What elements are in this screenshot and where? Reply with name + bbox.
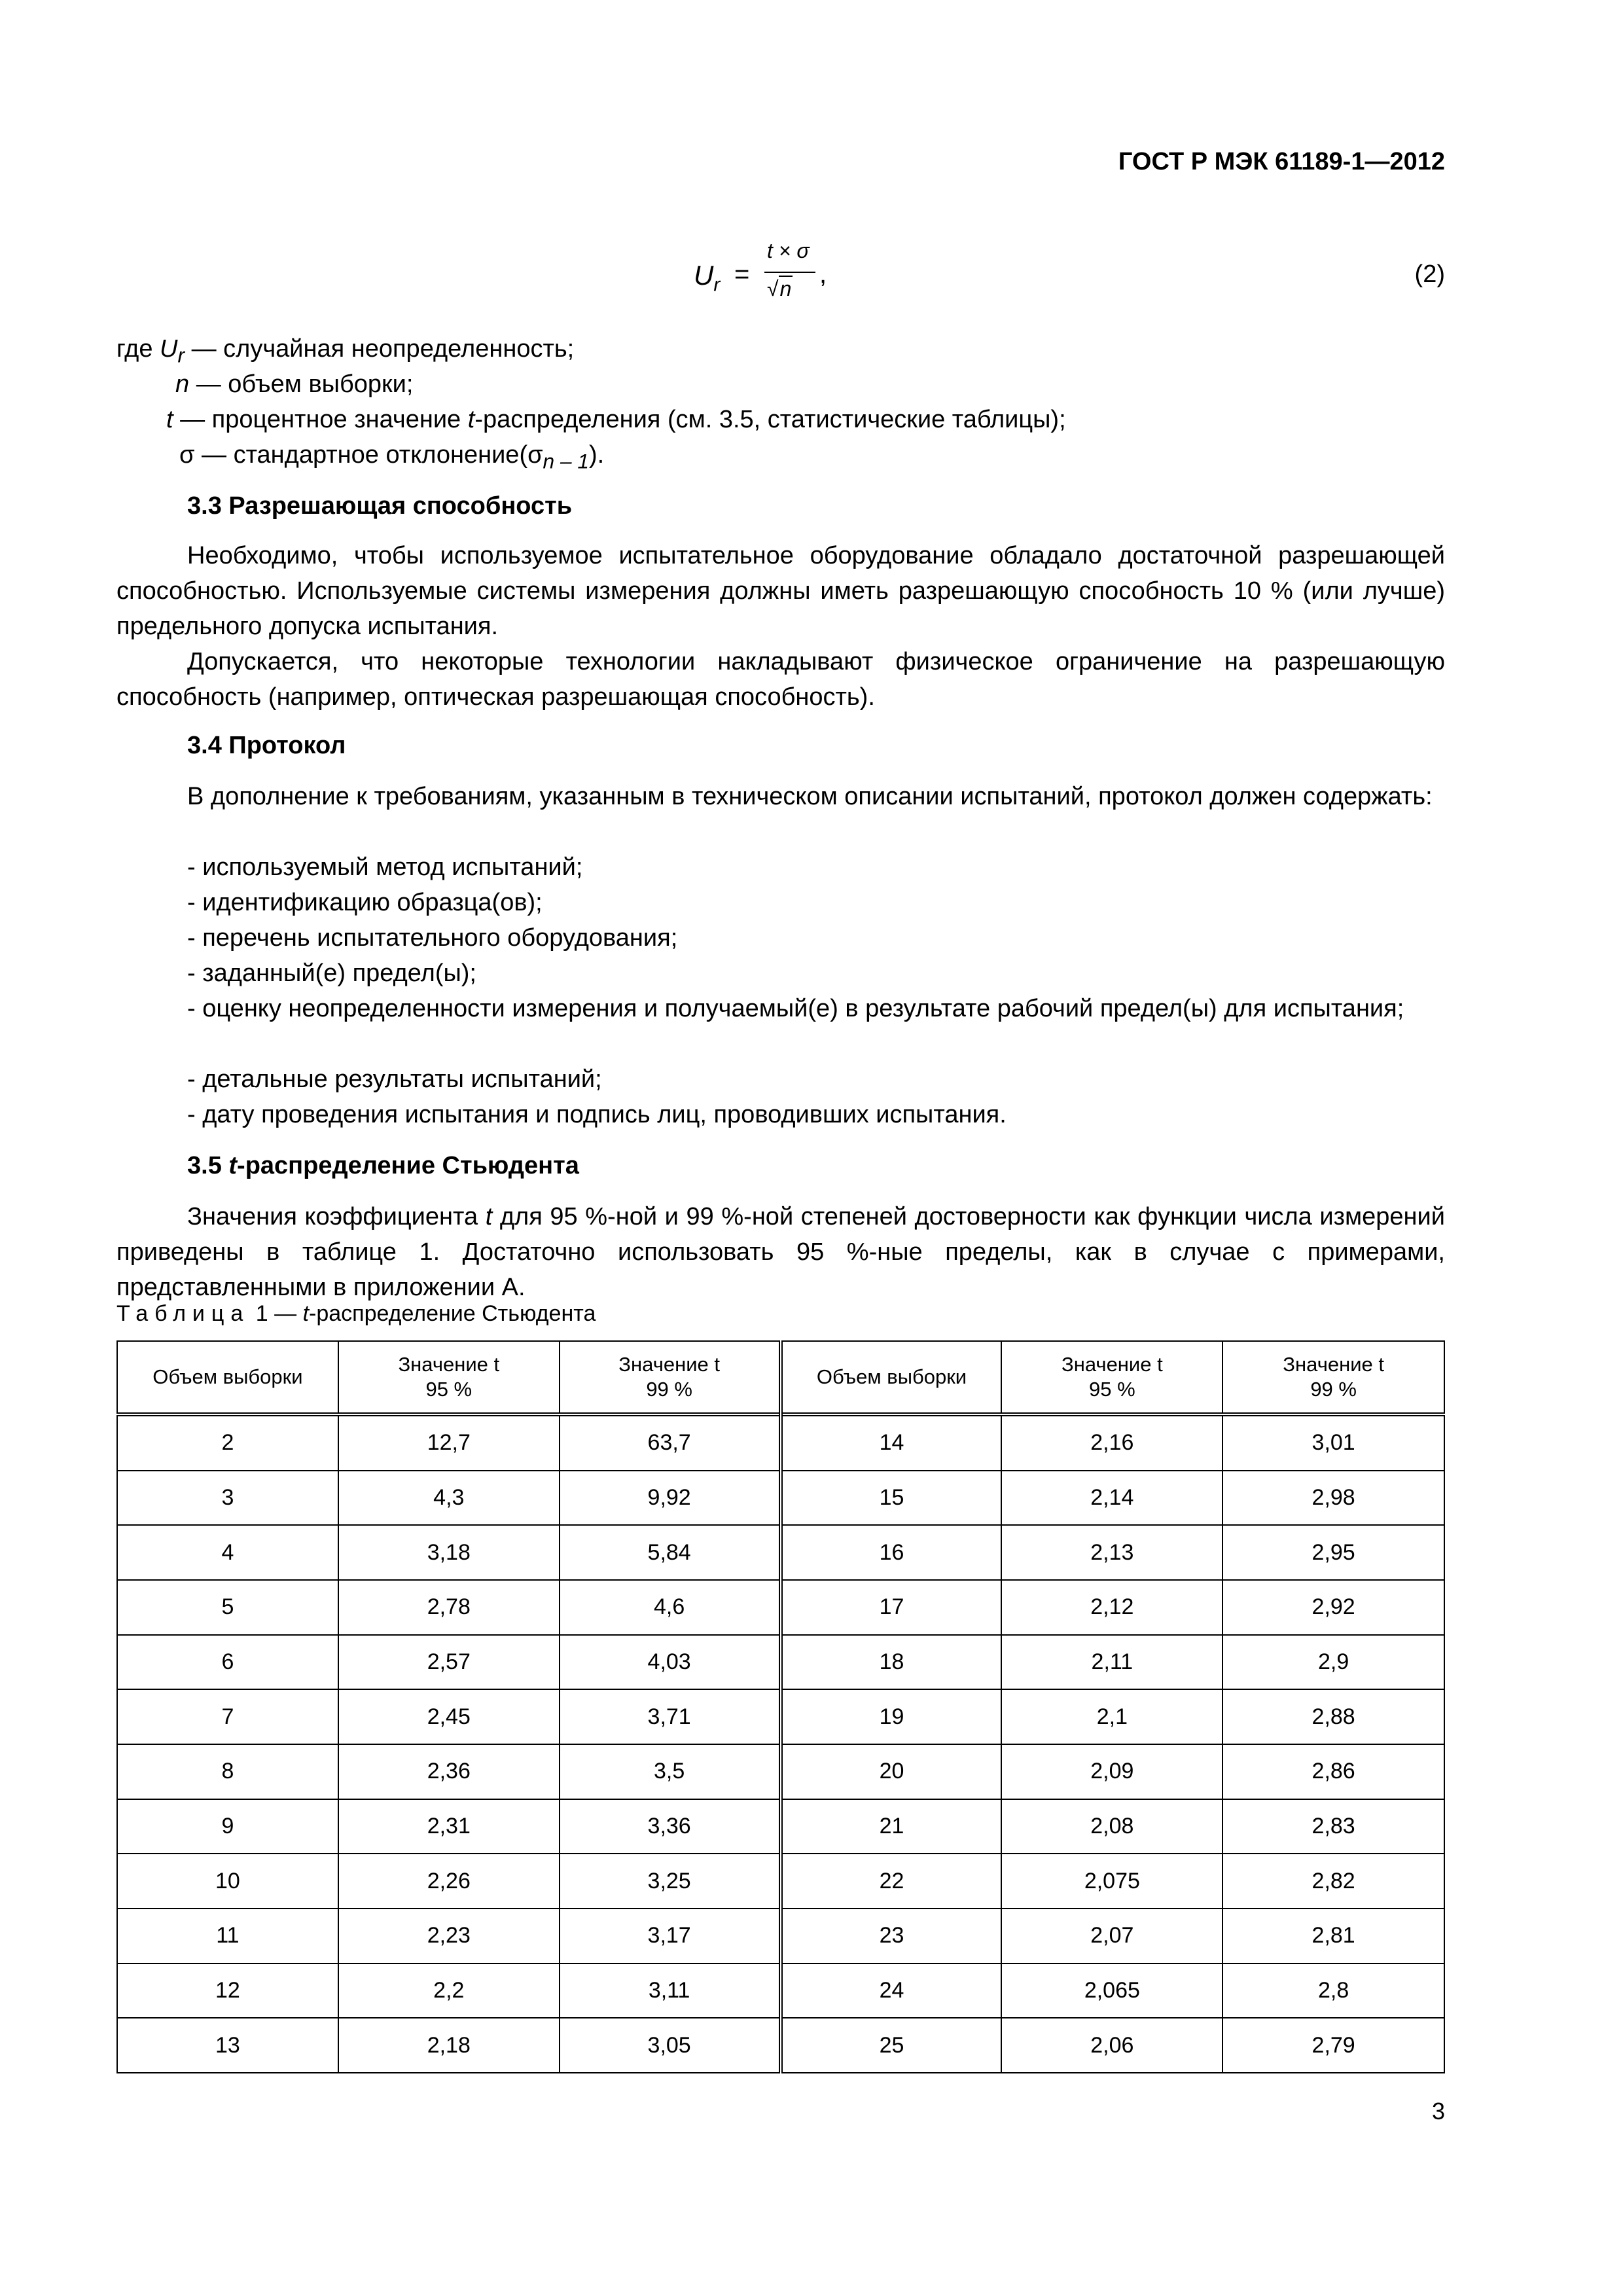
table-row xyxy=(117,1909,1444,1964)
formula-equals: = xyxy=(734,260,750,289)
cell-t95: 2,57 xyxy=(338,1635,560,1690)
cell-t95: 2,1 xyxy=(1001,1689,1222,1744)
section-3-5-paragraph: Значения коэффициента t для 95 %-ной и 99 %-ной степеней достоверности как функции числа измерений приведены в таблице 1. Достаточно использовать 95 %-ные пределы, как в случае с примерами, представленными в приложении А. xyxy=(116,1203,1445,1301)
document-header: ГОСТ Р МЭК 61189-1—2012 xyxy=(1118,148,1445,175)
cell-t95: 2,31 xyxy=(338,1799,560,1854)
cell-sample-size: 22 xyxy=(781,1854,1002,1909)
formula-number: (2) xyxy=(1414,260,1445,288)
cell-sample-size: 14 xyxy=(781,1414,1002,1471)
cell-t99: 2,95 xyxy=(1222,1525,1444,1580)
table-caption: Таблица 1 — t-распределение Стьюдента xyxy=(116,1301,596,1326)
cell-t95: 2,09 xyxy=(1001,1744,1222,1799)
cell-t99: 2,81 xyxy=(1222,1909,1444,1964)
cell-t95: 2,11 xyxy=(1001,1635,1222,1690)
protocol-item: - оценку неопределенности измерения и получаемый(е) в результате рабочий предел(ы) для испытания; xyxy=(187,995,1404,1022)
cell-t99: 2,79 xyxy=(1222,2018,1444,2073)
table-row xyxy=(117,2018,1444,2073)
formula-denominator: √n xyxy=(767,277,792,300)
table-row xyxy=(117,1580,1444,1635)
cell-sample-size: 21 xyxy=(781,1799,1002,1854)
protocol-item: - идентификацию образца(ов); xyxy=(187,889,543,916)
cell-sample-size: 2 xyxy=(117,1414,338,1471)
cell-sample-size: 7 xyxy=(117,1689,338,1744)
header-sample-size: Объем выборки xyxy=(781,1341,1002,1414)
header-t99: Значение t 99 % xyxy=(560,1341,781,1414)
cell-sample-size: 19 xyxy=(781,1689,1002,1744)
cell-t95: 2,065 xyxy=(1001,1964,1222,2018)
cell-sample-size: 10 xyxy=(117,1854,338,1909)
section-3-4-title: 3.4 Протокол xyxy=(187,732,346,759)
cell-t95: 2,08 xyxy=(1001,1799,1222,1854)
protocol-item: - заданный(е) предел(ы); xyxy=(187,960,476,987)
formula: $U_r$ = t × σ √n , xyxy=(694,239,827,300)
table-row xyxy=(117,1964,1444,2018)
cell-sample-size: 9 xyxy=(117,1799,338,1854)
cell-t99: 3,36 xyxy=(560,1799,781,1854)
section-3-3-paragraph-2: Допускается, что некоторые технологии накладывают физическое ограничение на разрешающую способность (например, оптическая разрешающая способность). xyxy=(116,648,1445,711)
cell-t95: 2,16 xyxy=(1001,1414,1222,1471)
cell-sample-size: 16 xyxy=(781,1525,1002,1580)
cell-t99: 3,17 xyxy=(560,1909,781,1964)
cell-t95: 2,36 xyxy=(338,1744,560,1799)
cell-t99: 63,7 xyxy=(560,1414,781,1471)
cell-t99: 2,86 xyxy=(1222,1744,1444,1799)
cell-t95: 3,18 xyxy=(338,1525,560,1580)
table-row xyxy=(117,1525,1444,1580)
where-line-ur: где $U_r$ — случайная неопределенность; xyxy=(116,335,575,367)
cell-sample-size: 8 xyxy=(117,1744,338,1799)
section-3-5-title: 3.5 t-распределение Стьюдента xyxy=(187,1152,579,1179)
student-t-table xyxy=(116,1340,1445,2073)
cell-t99: 3,05 xyxy=(560,2018,781,2073)
cell-t95: 2,14 xyxy=(1001,1471,1222,1526)
cell-t95: 2,07 xyxy=(1001,1909,1222,1964)
page-number: 3 xyxy=(1431,2098,1445,2125)
cell-t95: 2,075 xyxy=(1001,1854,1222,1909)
cell-t95: 2,45 xyxy=(338,1689,560,1744)
cell-sample-size: 20 xyxy=(781,1744,1002,1799)
where-line-t: t — процентное значение t-распределения (см. 3.5, статистические таблицы); xyxy=(166,406,1066,433)
cell-t99: 4,6 xyxy=(560,1580,781,1635)
cell-t95: 12,7 xyxy=(338,1414,560,1471)
cell-t99: 9,92 xyxy=(560,1471,781,1526)
cell-t99: 3,71 xyxy=(560,1689,781,1744)
cell-t95: 4,3 xyxy=(338,1471,560,1526)
cell-t99: 2,92 xyxy=(1222,1580,1444,1635)
table-row xyxy=(117,1471,1444,1526)
cell-t99: 3,01 xyxy=(1222,1414,1444,1471)
formula-lhs: $U_r$ xyxy=(694,260,721,296)
cell-sample-size: 5 xyxy=(117,1580,338,1635)
cell-sample-size: 6 xyxy=(117,1635,338,1690)
cell-t95: 2,26 xyxy=(338,1854,560,1909)
cell-t99: 3,25 xyxy=(560,1854,781,1909)
fraction-bar xyxy=(764,272,815,273)
cell-t99: 3,11 xyxy=(560,1964,781,2018)
cell-t99: 2,9 xyxy=(1222,1635,1444,1690)
cell-sample-size: 15 xyxy=(781,1471,1002,1526)
protocol-item: - дату проведения испытания и подпись лиц, проводивших испытания. xyxy=(187,1101,1007,1128)
table-row xyxy=(117,1744,1444,1799)
protocol-item: - детальные результаты испытаний; xyxy=(187,1066,602,1093)
header-t99: Значение t 99 % xyxy=(1222,1341,1444,1414)
cell-sample-size: 3 xyxy=(117,1471,338,1526)
cell-t99: 2,82 xyxy=(1222,1854,1444,1909)
cell-t99: 3,5 xyxy=(560,1744,781,1799)
cell-sample-size: 4 xyxy=(117,1525,338,1580)
header-sample-size: Объем выборки xyxy=(117,1341,338,1414)
cell-t99: 2,83 xyxy=(1222,1799,1444,1854)
cell-t95: 2,23 xyxy=(338,1909,560,1964)
cell-sample-size: 18 xyxy=(781,1635,1002,1690)
where-line-n: n — объем выборки; xyxy=(175,370,414,398)
header-t95: Значение t 95 % xyxy=(1001,1341,1222,1414)
formula-numerator: t × σ xyxy=(767,239,810,262)
table-row xyxy=(117,1799,1444,1854)
cell-t99: 2,88 xyxy=(1222,1689,1444,1744)
cell-t95: 2,06 xyxy=(1001,2018,1222,2073)
section-3-4-intro: В дополнение к требованиям, указанным в техническом описании испытаний, протокол должен содержать: xyxy=(187,783,1433,810)
protocol-item: - используемый метод испытаний; xyxy=(187,853,583,881)
cell-t95: 2,13 xyxy=(1001,1525,1222,1580)
protocol-item: - перечень испытательного оборудования; xyxy=(187,924,678,952)
cell-t95: 2,78 xyxy=(338,1580,560,1635)
section-3-3-title: 3.3 Разрешающая способность xyxy=(187,492,573,520)
cell-t95: 2,12 xyxy=(1001,1580,1222,1635)
section-3-3-paragraph-1: Необходимо, чтобы используемое испытательное оборудование обладало достаточной разрешающей способностью. Используемые системы измерения должны иметь разрешающую способность 10 % (или лучше) предельного допуска испытания. xyxy=(116,542,1445,640)
header-t95: Значение t 95 % xyxy=(338,1341,560,1414)
cell-t99: 5,84 xyxy=(560,1525,781,1580)
table-row xyxy=(117,1854,1444,1909)
cell-t99: 2,98 xyxy=(1222,1471,1444,1526)
cell-sample-size: 11 xyxy=(117,1909,338,1964)
cell-t99: 4,03 xyxy=(560,1635,781,1690)
table-row xyxy=(117,1635,1444,1690)
table-row xyxy=(117,1689,1444,1744)
cell-sample-size: 13 xyxy=(117,2018,338,2073)
table-header-row xyxy=(117,1341,1444,1414)
cell-sample-size: 25 xyxy=(781,2018,1002,2073)
where-line-sigma: σ — стандартное $отклонение(\sigma_{n - 1})$. xyxy=(179,441,605,473)
cell-t99: 2,8 xyxy=(1222,1964,1444,2018)
cell-sample-size: 24 xyxy=(781,1964,1002,2018)
cell-sample-size: 12 xyxy=(117,1964,338,2018)
cell-sample-size: 23 xyxy=(781,1909,1002,1964)
cell-t95: 2,18 xyxy=(338,2018,560,2073)
cell-sample-size: 17 xyxy=(781,1580,1002,1635)
table-row xyxy=(117,1414,1444,1471)
cell-t95: 2,2 xyxy=(338,1964,560,2018)
